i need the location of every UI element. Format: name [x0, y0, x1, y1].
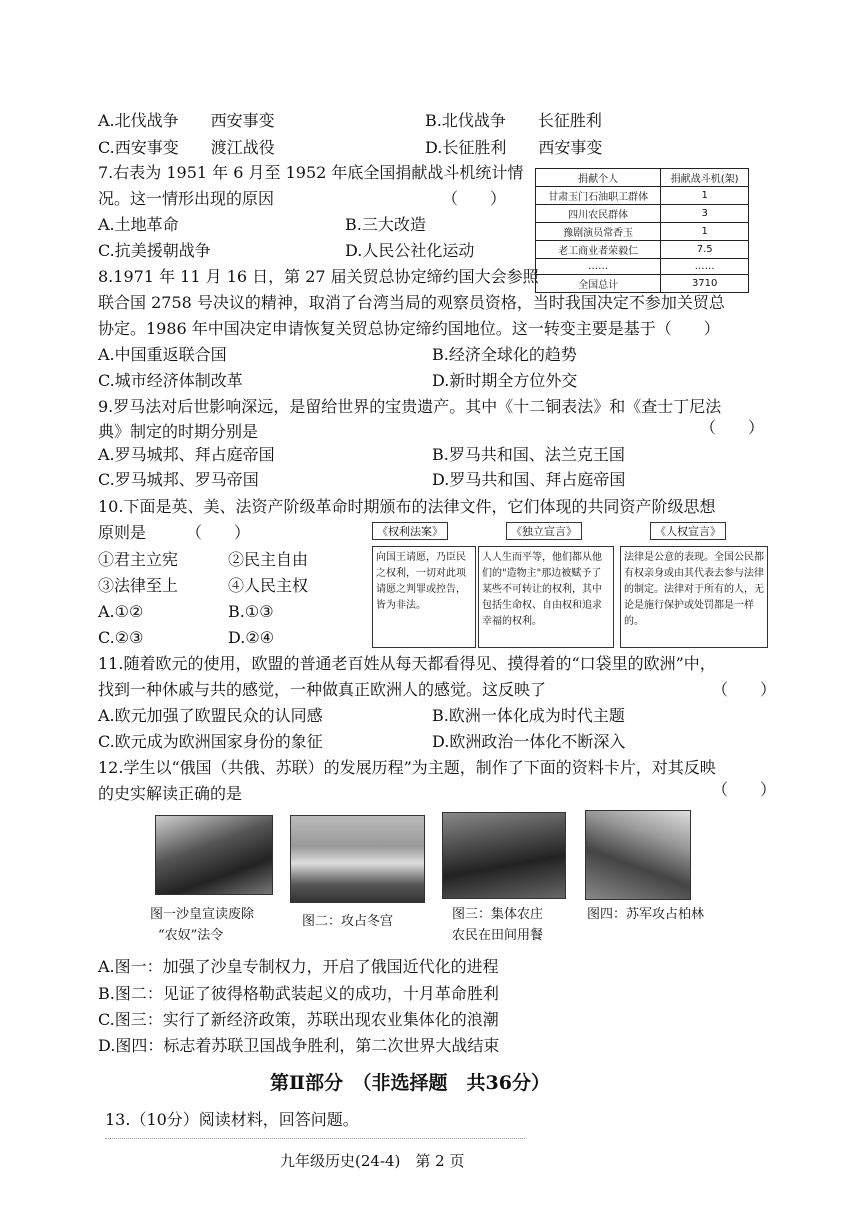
q11-option-b: B.欧洲一体化成为时代主题 — [432, 706, 625, 725]
photo-collective-farm — [442, 812, 566, 899]
doc-title-declaration-of-independence: 《独立宣言》 — [506, 522, 582, 540]
q10-option-a: A.①② — [98, 602, 144, 621]
q10-item-3: ③法律至上 — [98, 576, 179, 595]
q6-option-b: B.北伐战争 长征胜利 — [425, 111, 602, 130]
table-cell: 四川农民群体 — [536, 205, 661, 223]
doc-title-bill-of-rights: 《权利法案》 — [372, 522, 448, 540]
photo-berlin — [585, 810, 691, 900]
table-cell: 7.5 — [661, 241, 749, 259]
doc-text-declaration-of-independence: 人人生而平等，他们都从他们的"造物主"那边被赋予了某些不可转让的权利，其中包括生命权、自由权和追求幸福的权利。 — [478, 546, 614, 648]
doc-text-rights-of-man: 法律是公意的表现。全国公民都有权亲身或由其代表去参与法律的制定。法律对于所有的人，无论是施行保护或处罚都是一样的。 — [620, 546, 768, 648]
q6-option-a: A.北伐战争 西安事变 — [98, 111, 275, 130]
caption-figure-2: 图二：攻占冬宫 — [302, 914, 394, 929]
q11-option-a: A.欧元加强了欧盟民众的认同感 — [98, 706, 323, 725]
q10-option-d: D.②④ — [228, 628, 275, 647]
caption-figure-1-line2: “农奴”法令 — [158, 928, 224, 943]
q12-option-c: C.图三：实行了新经济政策，苏联出现农业集体化的浪潮 — [98, 1010, 499, 1029]
q12-option-a: A.图一：加强了沙皇专制权力，开启了俄国近代化的进程 — [98, 957, 499, 976]
q8-option-c: C.城市经济体制改革 — [98, 371, 243, 390]
q12-stem-line2: 的史实解读正确的是 — [98, 784, 243, 803]
q13-stem: 13.（10分）阅读材料，回答问题。 — [105, 1110, 359, 1129]
q7-stem-line1: 7.右表为 1951 年 6 月至 1952 年底全国捐献战斗机统计情 — [98, 163, 524, 182]
table-cell: 1 — [661, 223, 749, 241]
q7-stem-line2: 况。这一情形出现的原因 （ ） — [98, 189, 507, 208]
q9-option-a: A.罗马城邦、拜占庭帝国 — [98, 445, 275, 464]
q12-stem-line1: 12.学生以“俄国（共俄、苏联）的发展历程”为主题，制作了下面的资料卡片，对其反映 — [98, 758, 716, 777]
q11-answer-paren: （ ） — [712, 680, 777, 699]
q10-stem-line1: 10.下面是英、美、法资产阶级革命时期颁布的法律文件，它们体现的共同资产阶级思想 — [98, 497, 716, 516]
q10-stem-line2: 原则是 （ ） — [98, 523, 251, 542]
photo-winter-palace — [290, 815, 425, 903]
table-cell: 甘肃玉门石油职工群体 — [536, 187, 661, 205]
q10-item-2: ②民主自由 — [228, 550, 309, 569]
q11-option-c: C.欧元成为欧洲国家身份的象征 — [98, 732, 323, 751]
table-cell: 3 — [661, 205, 749, 223]
caption-figure-1-line1: 图一沙皇宣读废除 — [150, 907, 255, 922]
q8-stem-line3: 协定。1986 年中国决定申请恢复关贸总协定缔约国地位。这一转变主要是基于（ ） — [98, 319, 720, 338]
q10-option-c: C.②③ — [98, 628, 144, 647]
doc-title-rights-of-man: 《人权宣言》 — [650, 522, 726, 540]
q7-option-b: B.三大改造 — [345, 215, 426, 234]
q9-answer-paren: （ ） — [700, 418, 765, 437]
section-title: 第Ⅱ部分 （非选择题 共36分） — [270, 1072, 550, 1094]
q8-option-d: D.新时期全方位外交 — [432, 371, 578, 390]
q9-option-b: B.罗马共和国、法兰克王国 — [432, 445, 625, 464]
caption-figure-4: 图四：苏军攻占柏林 — [587, 907, 705, 922]
q10-item-4: ④人民主权 — [228, 576, 309, 595]
table-cell: 豫剧演员常香玉 — [536, 223, 661, 241]
doc-text-bill-of-rights: 向国王请愿，乃臣民之权利，一切对此项请愿之判罪或控告，皆为非法。 — [372, 546, 476, 648]
table-cell: 3710 — [661, 275, 749, 293]
q7-option-c: C.抗美援朝战争 — [98, 241, 211, 260]
q12-option-b: B.图二：见证了彼得格勒武装起义的成功，十月革命胜利 — [98, 984, 499, 1003]
q11-stem-line2: 找到一种休戚与共的感觉，一种做真正欧洲人的感觉。这反映了 — [98, 680, 547, 699]
q10-item-1: ①君主立宪 — [98, 550, 179, 569]
donation-table — [535, 168, 749, 293]
q12-answer-paren: （ ） — [712, 780, 777, 799]
table-cell: 老工商业者荣毅仁 — [536, 241, 661, 259]
q12-option-d: D.图四：标志着苏联卫国战争胜利，第二次世界大战结束 — [98, 1036, 500, 1055]
q8-stem-line1: 8.1971 年 11 月 16 日，第 27 届关贸总协定缔约国大会参照 — [98, 267, 539, 286]
q9-option-c: C.罗马城邦、罗马帝国 — [98, 470, 259, 489]
table-cell: …… — [536, 259, 661, 275]
q11-option-d: D.欧洲政治一体化不断深入 — [432, 732, 626, 751]
q6-option-c: C.西安事变 渡江战役 — [98, 138, 275, 157]
q7-option-a: A.土地革命 — [98, 215, 179, 234]
photo-tsar-decree — [155, 815, 273, 895]
table-cell: 全国总计 — [536, 275, 661, 293]
q8-stem-line2: 联合国 2758 号决议的精神，取消了台湾当局的观察员资格，当时我国决定不参加关贸总 — [98, 293, 725, 312]
q7-option-d: D.人民公社化运动 — [345, 241, 475, 260]
caption-figure-3-line2: 农民在田间用餐 — [452, 928, 544, 943]
q8-option-a: A.中国重返联合国 — [98, 345, 227, 364]
q9-stem-line2: 典》制定的时期分别是 — [98, 422, 259, 441]
q8-option-b: B.经济全球化的趋势 — [432, 345, 577, 364]
q10-option-b: B.①③ — [228, 602, 274, 621]
table-cell: …… — [661, 259, 749, 275]
page-footer: 九年级历史(24-4) 第 2 页 — [280, 1152, 465, 1170]
table-header: 捐献战斗机(架) — [661, 169, 749, 187]
table-header: 捐献个人 — [536, 169, 661, 187]
q9-stem-line1: 9.罗马法对后世影响深远，是留给世界的宝贵遗产。其中《十二铜表法》和《查士丁尼法 — [98, 397, 722, 416]
caption-figure-3-line1: 图三：集体农庄 — [452, 907, 544, 922]
q11-stem-line1: 11.随着欧元的使用，欧盟的普通老百姓从每天都看得见、摸得着的“口袋里的欧洲”中， — [98, 654, 716, 673]
q9-option-d: D.罗马共和国、拜占庭帝国 — [432, 470, 626, 489]
divider — [105, 1138, 525, 1139]
q6-option-d: D.长征胜利 西安事变 — [425, 138, 603, 157]
table-cell: 1 — [661, 187, 749, 205]
